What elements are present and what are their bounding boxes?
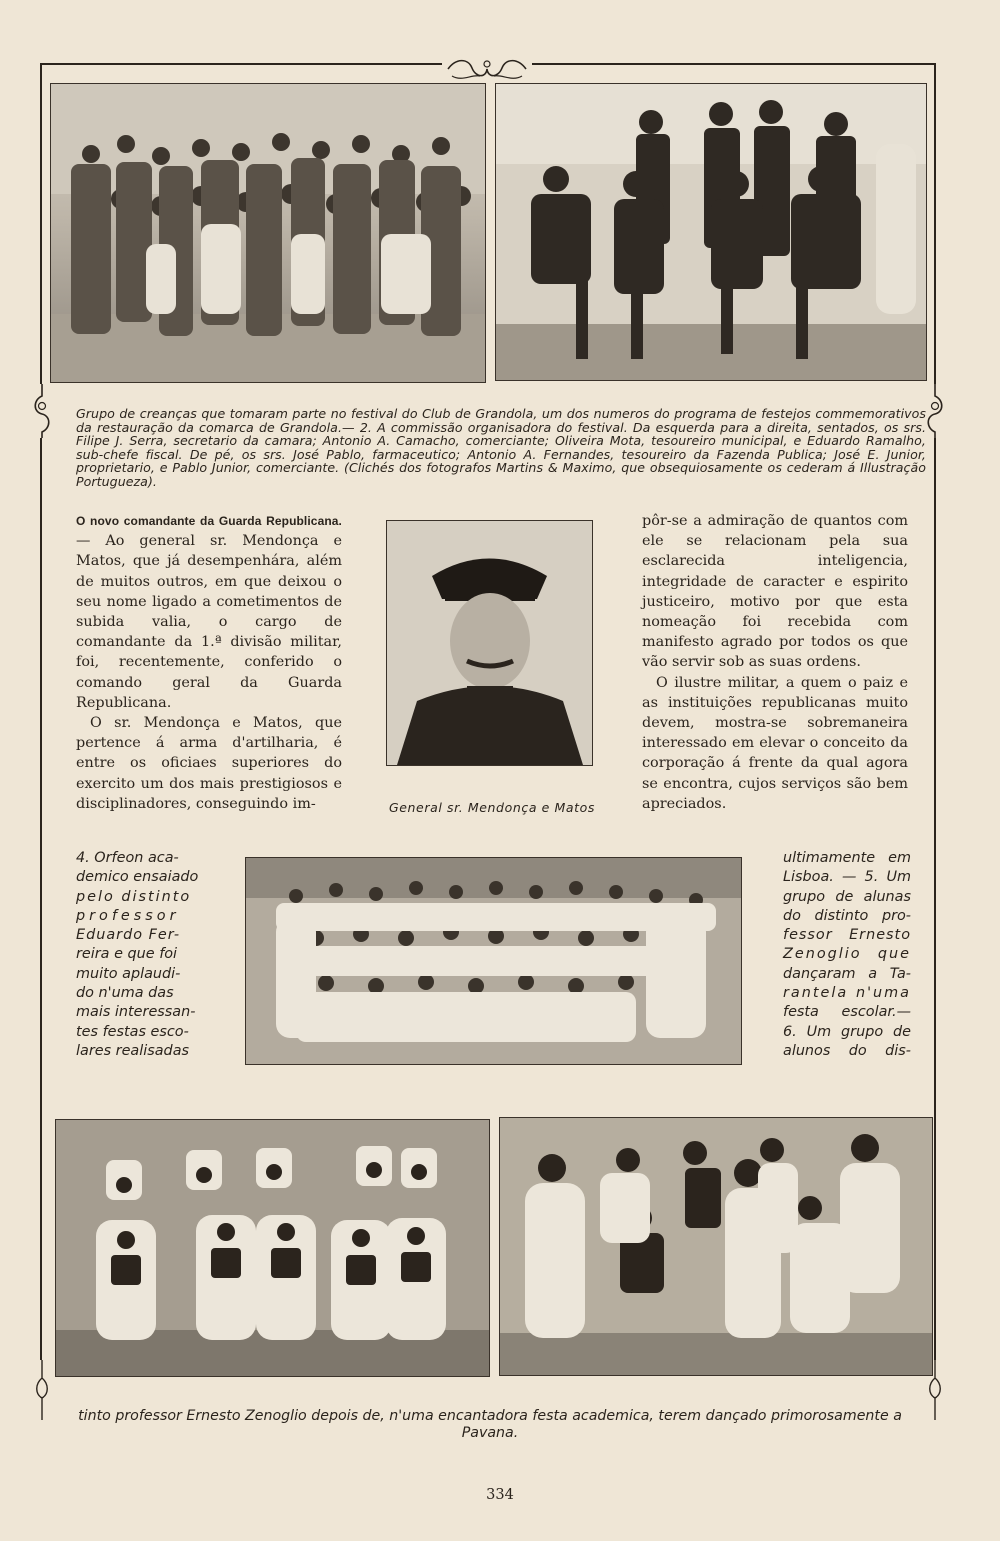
text-line: do distinto pro- <box>783 907 911 924</box>
text-line: ultimamente em <box>783 850 911 866</box>
photo-pavana-dancers <box>499 1117 933 1376</box>
left-scroll-ornament-icon <box>31 384 53 438</box>
text-line: mais interessan- <box>76 1004 196 1021</box>
text-line: professor <box>76 907 180 924</box>
text-line: Zenoglio que <box>783 946 911 963</box>
left-bottom-ornament-icon <box>31 1360 53 1420</box>
text-line: tes festas esco- <box>76 1023 189 1040</box>
page-frame-left <box>40 63 42 1403</box>
text-line: demico ensaiado <box>76 869 199 886</box>
text-line: pelo distinto <box>76 888 192 905</box>
article-column-right <box>642 511 908 814</box>
article-paragraph: O sr. Mendonça e Matos, que pertence á arma d'artilharia, é entre os oficiaes superiores do exercito um dos mais prestigiosos e disciplinadores, conseguindo im- <box>76 715 342 812</box>
bottom-photo-caption: tinto professor Ernesto Zenoglio depois de, n'uma encantadora festa academica, terem dançado primorosamente a Pavana. <box>78 1408 902 1441</box>
article-paragraph: O ilustre militar, a quem o paiz e as instituições republicanas muito devem, mostra-se sobremaneira interessado em elevar o conceito da corporação á frente da qual agora se encontra, cujos serviços são bem apreciados. <box>642 674 908 812</box>
text-line: lares realisadas <box>76 1042 190 1059</box>
text-line: fessor Ernesto <box>783 927 911 944</box>
text-line: Lisboa. — 5. Um <box>783 869 911 886</box>
article-headline: O novo comandante da Guarda Republicana. <box>76 514 342 528</box>
text-line: 6. Um grupo de <box>783 1023 911 1040</box>
article-column-left <box>76 511 342 814</box>
photo-children-festival <box>50 83 486 383</box>
page-frame-right <box>934 63 936 1403</box>
article-lead: — Ao general sr. Mendonça e Matos, que já desempenhára, além de muitos outros, em que deixou o seu nome ligado a cometimentos de subida valia, o cargo de comandante da 1.ª divisão militar, foi, recentemente, conferido o comando geral da Guarda Republicana. <box>76 533 342 711</box>
photo-tarantela-dancers <box>55 1119 490 1377</box>
top-ornament-icon <box>442 56 532 82</box>
portrait-caption: General sr. Mendonça e Matos <box>388 800 596 815</box>
text-line: muito aplaudi- <box>76 965 181 982</box>
text-line: reira e que foi <box>76 946 178 963</box>
text-line: Eduardo Fer- <box>76 927 181 944</box>
tarantela-side-text <box>783 849 911 1061</box>
text-line: rantela n'uma <box>783 985 911 1002</box>
text-line: 4. Orfeon aca- <box>76 850 179 866</box>
photo-orfeon-academico <box>245 857 742 1065</box>
text-line: festa escolar.— <box>783 1004 911 1021</box>
text-line: dançaram a Ta- <box>783 965 911 982</box>
text-line: do n'uma das <box>76 985 174 1002</box>
page-number: 334 <box>486 1487 514 1503</box>
photo-organising-commission <box>495 83 927 381</box>
text-line: alunos do dis- <box>783 1042 911 1059</box>
right-scroll-ornament-icon <box>924 384 946 438</box>
photo-general-portrait <box>386 520 593 766</box>
article-paragraph: pôr-se a admiração de quantos com ele se relacionam pela sua esclarecida inteligencia, integridade de caracter e espirito justiceiro, motivo por que esta nomeação foi recebida com manifesto agrado por todos os que vão servir sob as suas ordens. <box>642 513 908 671</box>
text-line: grupo de alunas <box>783 888 911 905</box>
top-photo-caption: Grupo de creanças que tomaram parte no festival do Club de Grandola, um dos numeros do programa de festejos commemorativos da restauração da comarca de Grandola.— 2. A commissão organisadora do festival. Da esquerda para a direita, sentados, os srs. Filipe J. Serra, secretario da camara; Antonio A. Camacho, comerciante; Oliveira Mota, tesoureiro municipal, e Eduardo Ramalho, sub-chefe fiscal. De pé, os srs. José Pablo, farmaceutico; Antonio A. Fernandes, tesoureiro da Fazenda Publica; José E. Junior, proprietario, e Pablo Junior, comerciante. (Clichés dos fotografos Martins & Maximo, que obsequiosamente os cederam á Illustração Portugueza). <box>76 406 926 489</box>
orfeon-side-text <box>76 849 204 1061</box>
